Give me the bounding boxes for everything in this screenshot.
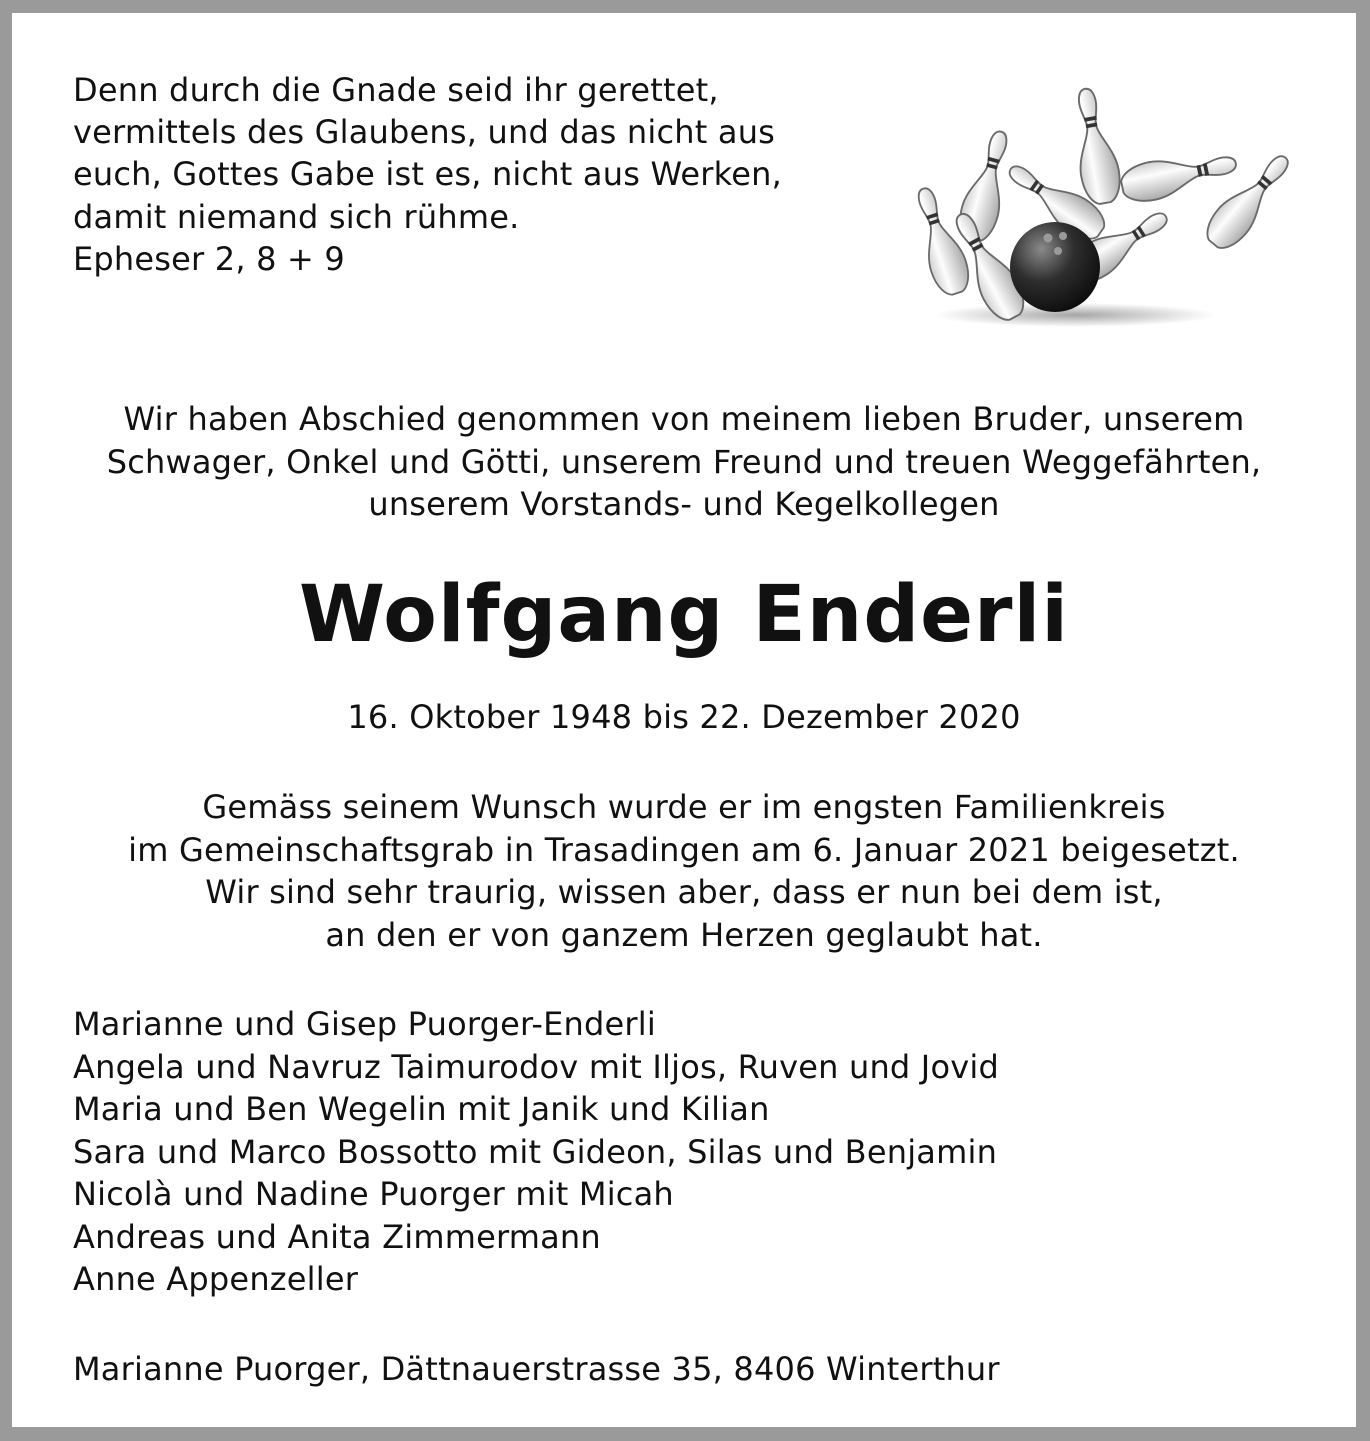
pin-icon: [1066, 86, 1124, 207]
quote-line: euch, Gottes Gabe ist es, nicht aus Werken,: [73, 155, 782, 194]
mourner-entry: Nicolà und Nadine Puorger mit Micah: [73, 1175, 674, 1213]
bible-quote: [73, 69, 853, 280]
deceased-name: Wolfgang Enderli: [299, 570, 1069, 660]
mourner-entry: Marianne und Gisep Puorger-Enderli: [73, 1005, 656, 1043]
burial-line: Gemäss seinem Wunsch wurde er im engsten Familienkreis: [202, 788, 1166, 826]
intro-text: [12, 398, 1356, 526]
mourners-list: [73, 1003, 999, 1301]
intro-line: Schwager, Onkel und Götti, unserem Freund und treuen Weggefährten,: [106, 442, 1262, 481]
burial-text: [12, 786, 1356, 956]
quote-line: damit niemand sich rühme.: [73, 197, 520, 236]
burial-line: an den er von ganzem Herzen geglaubt hat.: [325, 915, 1043, 954]
mourner-entry: Sara und Marco Bossotto mit Gideon, Silas und Benjamin: [73, 1132, 998, 1171]
quote-line: Denn durch die Gnade seid ihr gerettet,: [73, 71, 719, 109]
intro-line: unserem Vorstands- und Kegelkollegen: [368, 485, 1000, 523]
obituary-notice: [12, 13, 1356, 1427]
mourner-entry: Anne Appenzeller: [73, 1260, 359, 1298]
quote-line: vermittels des Glaubens, und das nicht aus: [73, 113, 776, 152]
contact-address: Marianne Puorger, Dättnauerstrasse 35, 8406 Winterthur: [73, 1350, 1000, 1388]
intro-line: Wir haben Abschied genommen von meinem lieben Bruder, unserem: [123, 400, 1245, 438]
life-dates: 16. Oktober 1948 bis 22. Dezember 2020: [347, 698, 1021, 736]
burial-line: im Gemeinschaftsgrab in Trasadingen am 6. Januar 2021 beigesetzt.: [128, 830, 1240, 869]
mourner-entry: Maria und Ben Wegelin mit Janik und Kilian: [73, 1090, 770, 1128]
bowling-ball-icon: [1010, 222, 1100, 312]
mourner-entry: Andreas und Anita Zimmermann: [73, 1217, 601, 1256]
quote-reference: Epheser 2, 8 + 9: [73, 239, 345, 278]
burial-line: Wir sind sehr traurig, wissen aber, dass er nun bei dem ist,: [205, 873, 1163, 911]
pin-icon: [1118, 145, 1239, 206]
bowling-pins-and-ball-icon: [905, 65, 1305, 335]
mourner-entry: Angela und Navruz Taimurodov mit Iljos, Ruven und Jovid: [73, 1047, 999, 1086]
